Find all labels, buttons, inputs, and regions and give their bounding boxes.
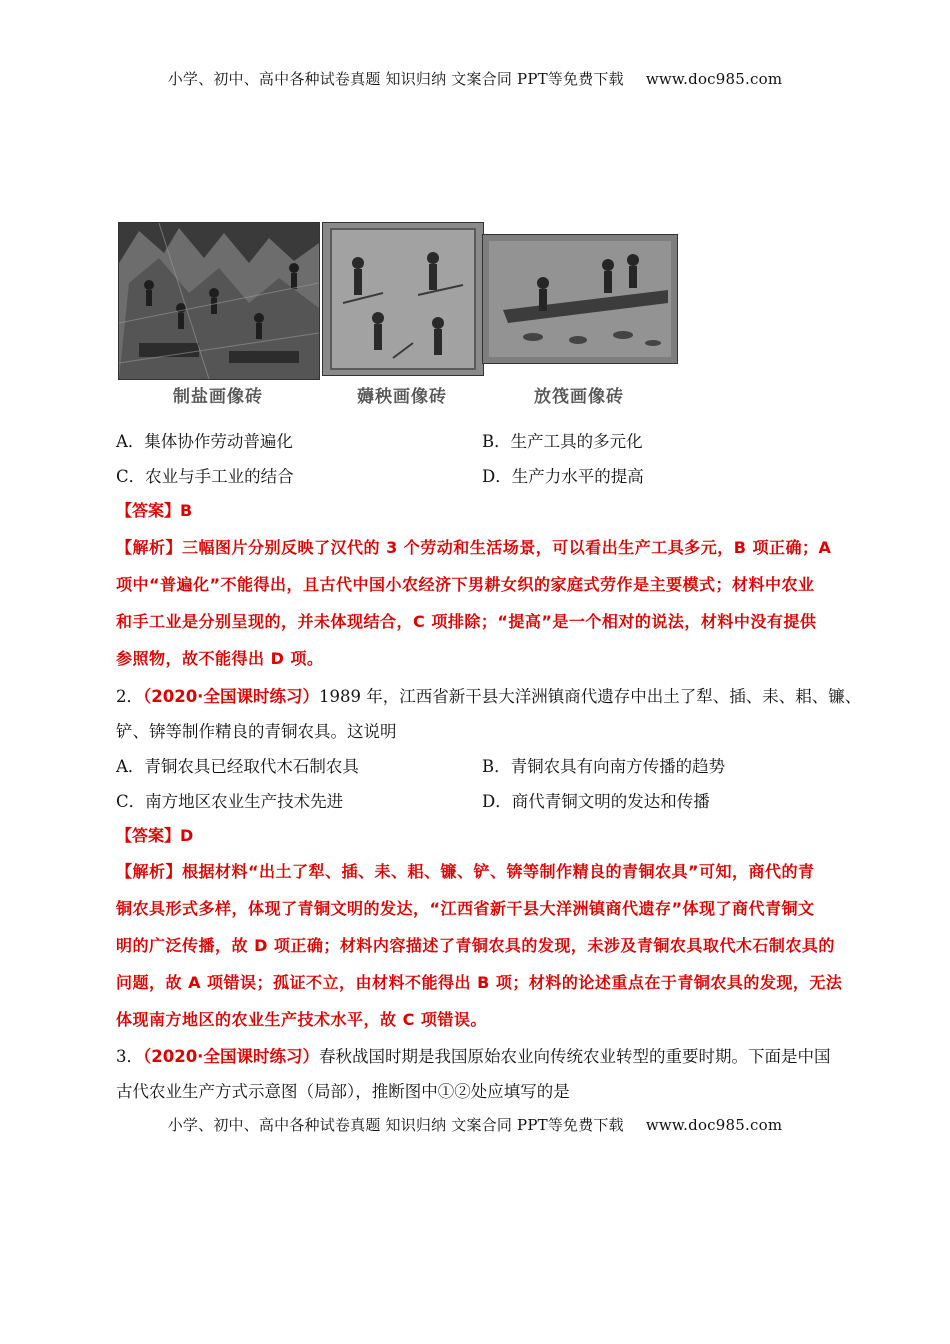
salt-making-brick-image: [118, 222, 320, 380]
q1-option-a[interactable]: A．集体协作劳动普遍化: [116, 432, 293, 451]
q2-option-b[interactable]: B．青铜农具有向南方传播的趋势: [482, 757, 726, 776]
q2-option-d[interactable]: D．商代青铜文明的发达和传播: [482, 792, 710, 811]
q2-stem-line: 1989 年，江西省新干县大洋洲镇商代遗存中出土了犁、插、耒、耜、镰、: [318, 687, 862, 706]
brick-relief-figure: [116, 222, 686, 412]
header-url[interactable]: www.doc985.com: [645, 70, 783, 88]
q1-explanation-line: 和手工业是分别呈现的，并未体现结合，C 项排除；“提高”是一个相对的说法，材料中没有提供: [116, 612, 817, 631]
q2-stem: [116, 683, 861, 707]
q1-option-c[interactable]: C．农业与手工业的结合: [116, 467, 294, 486]
page-footer: [0, 1114, 950, 1135]
page-header: [0, 68, 950, 89]
q1-explanation-line: 【解析】三幅图片分别反映了汉代的 3 个劳动和生活场景，可以看出生产工具多元，B 项正确；A: [116, 538, 832, 557]
q2-option-a[interactable]: A．青铜农具已经取代木石制农具: [116, 757, 359, 776]
q2-explanation-line: 问题，故 A 项错误；孤证不立，由材料不能得出 B 项；材料的论述重点在于青铜农具的发现，无法: [116, 973, 843, 992]
q2-explanation-line: 【解析】根据材料“出土了犁、插、耒、耜、镰、铲、锛等制作精良的青铜农具”可知，商代的青: [116, 862, 815, 881]
q2-explanation-line: 明的广泛传播，故 D 项正确；材料内容描述了青铜农具的发现，未涉及青铜农具取代木石制农具的: [116, 936, 835, 955]
q1-option-d[interactable]: D．生产力水平的提高: [482, 467, 644, 486]
q2-answer: 【答案】D: [116, 826, 194, 845]
q2-source: （2020·全国课时练习）: [143, 687, 319, 706]
q1-explanation-line: 参照物，故不能得出 D 项。: [116, 649, 324, 668]
q3-stem: [116, 1043, 830, 1067]
q3-stem-line: 春秋战国时期是我国原始农业向传统农业转型的重要时期。下面是中国: [318, 1047, 831, 1066]
q2-option-c[interactable]: C．南方地区农业生产技术先进: [116, 792, 344, 811]
q2-stem-line: 铲、锛等制作精良的青铜农具。这说明: [116, 722, 397, 741]
q2-explanation-line: 铜农具形式多样，体现了青铜文明的发达，“江西省新干县大洋洲镇商代遗存”体现了商代青铜文: [116, 899, 815, 918]
q2-number: 2．: [116, 687, 143, 706]
footer-text: 小学、初中、高中各种试卷真题 知识归纳 文案合同 PPT等免费下载: [167, 1116, 624, 1134]
q3-stem-line: 古代农业生产方式示意图（局部），推断图中①②处应填写的是: [116, 1082, 570, 1101]
q1-option-b[interactable]: B．生产工具的多元化: [482, 432, 643, 451]
caption-rafting: 放筏画像砖: [534, 387, 624, 407]
q2-explanation-line: 体现南方地区的农业生产技术水平，故 C 项错误。: [116, 1010, 487, 1029]
q1-answer: 【答案】B: [116, 501, 193, 520]
rafting-brick-image: [482, 234, 678, 364]
caption-salt-making: 制盐画像砖: [173, 387, 263, 407]
rice-weeding-brick-image: [322, 222, 484, 376]
q1-explanation-line: 项中“普遍化”不能得出，且古代中国小农经济下男耕女织的家庭式劳作是主要模式；材料中农业: [116, 575, 815, 594]
footer-url[interactable]: www.doc985.com: [645, 1116, 783, 1134]
caption-rice-weeding: 薅秧画像砖: [357, 387, 447, 407]
header-text: 小学、初中、高中各种试卷真题 知识归纳 文案合同 PPT等免费下载: [167, 70, 624, 88]
q3-number: 3．: [116, 1047, 143, 1066]
q3-source: （2020·全国课时练习）: [143, 1047, 319, 1066]
